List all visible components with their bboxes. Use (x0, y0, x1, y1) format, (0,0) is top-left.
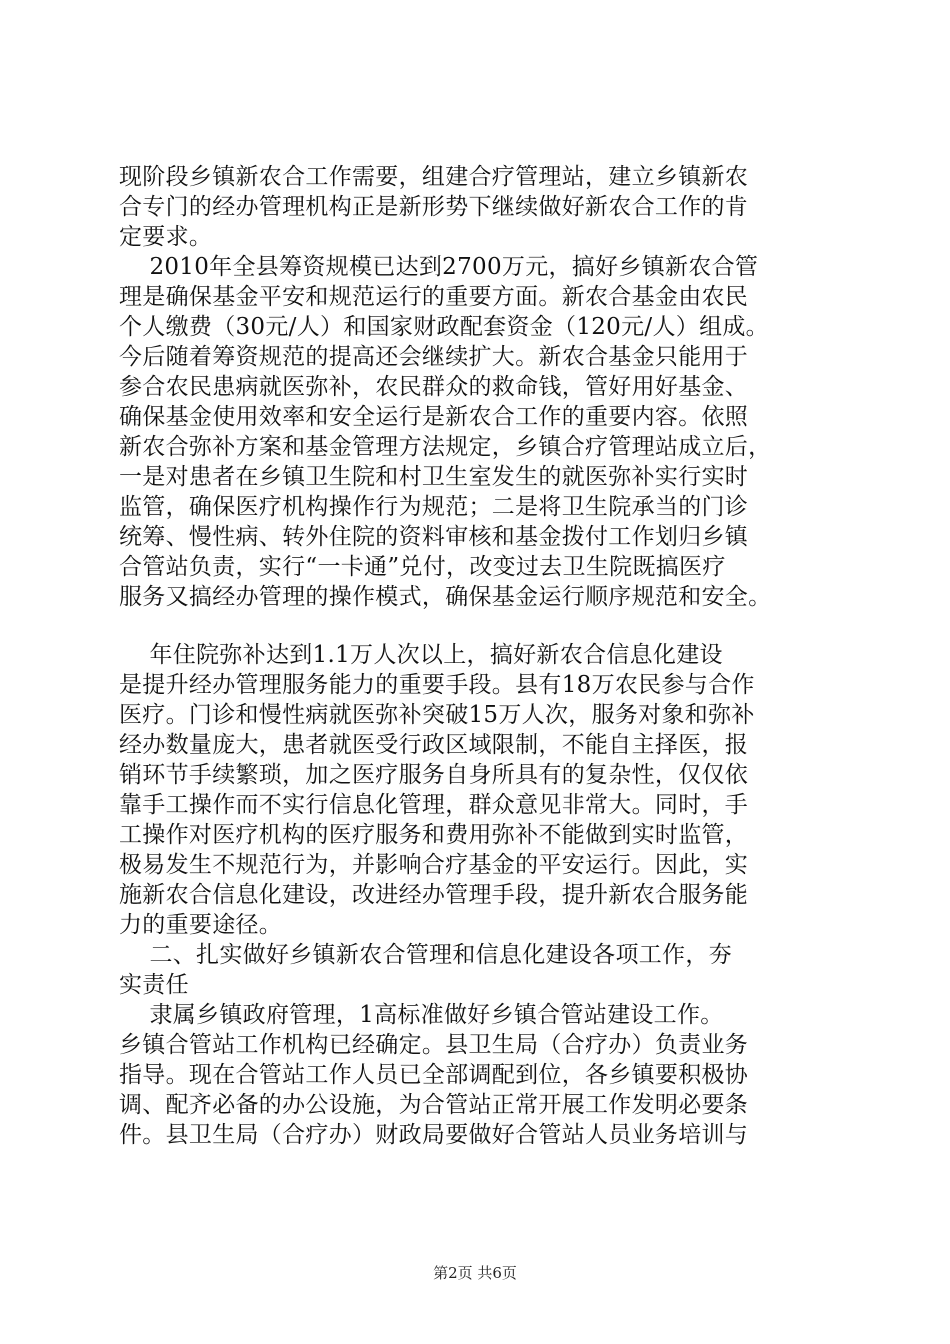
text-line: 施新农合信息化建设，改进经办管理手段，提升新农合服务能 (119, 882, 749, 908)
text-line: 个人缴费（30元/人）和国家财政配套资金（120元/人）组成。 (119, 314, 769, 340)
text-line: 统筹、慢性病、转外住院的资料审核和基金拨付工作划归乡镇 (119, 524, 749, 550)
text-line: 年住院弥补达到1.1万人次以上，搞好新农合信息化建设 (119, 642, 723, 668)
page-number-footer: 第2页 共6页 (433, 1264, 517, 1282)
text-line: 医疗。门诊和慢性病就医弥补突破15万人次，服务对象和弥补 (119, 702, 755, 728)
text-line: 监管，确保医疗机构操作行为规范；二是将卫生院承当的门诊 (119, 494, 749, 520)
paragraph (119, 1000, 843, 1150)
text-line: 参合农民患病就医弥补，农民群众的救命钱，管好用好基金、 (119, 374, 749, 400)
text-line: 指导。现在合管站工作人员已全部调配到位，各乡镇要积极协 (119, 1062, 749, 1088)
text-line: 力的重要途径。 (119, 912, 283, 938)
text-line: 经办数量庞大，患者就医受行政区域限制，不能自主择医，报 (119, 732, 749, 758)
text-line: 靠手工操作而不实行信息化管理，群众意见非常大。同时，手 (119, 792, 749, 818)
text-line: 一是对患者在乡镇卫生院和村卫生室发生的就医弥补实行实时 (119, 464, 749, 490)
text-line: 乡镇合管站工作机构已经确定。县卫生局（合疗办）负责业务 (119, 1032, 749, 1058)
text-line: 确保基金使用效率和安全运行是新农合工作的重要内容。依照 (119, 404, 749, 430)
text-line: 现阶段乡镇新农合工作需要，组建合疗管理站，建立乡镇新农 (119, 164, 749, 190)
text-line: 合管站负责，实行“一卡通”兑付，改变过去卫生院既搞医疗 (119, 554, 726, 580)
text-line: 是提升经办管理服务能力的重要手段。县有18万农民参与合作 (119, 672, 755, 698)
text-line: 新农合弥补方案和基金管理方法规定，乡镇合疗管理站成立后， (119, 434, 772, 460)
text-line: 二、扎实做好乡镇新农合管理和信息化建设各项工作，夯 (119, 942, 732, 968)
text-line: 理是确保基金平安和规范运行的重要方面。新农合基金由农民 (119, 284, 749, 310)
document-body (119, 162, 843, 1150)
text-line: 件。县卫生局（合疗办）财政局要做好合管站人员业务培训与 (119, 1122, 749, 1148)
text-line: 实责任 (119, 972, 189, 998)
paragraph (119, 162, 843, 252)
text-line: 隶属乡镇政府管理，1高标准做好乡镇合管站建设工作。 (119, 1002, 724, 1028)
text-line: 调、配齐必备的办公设施，为合管站正常开展工作发明必要条 (119, 1092, 749, 1118)
text-line: 极易发生不规范行为，并影响合疗基金的平安运行。因此，实 (119, 852, 749, 878)
section-heading (119, 940, 843, 1000)
paragraph-gap (119, 612, 843, 640)
text-line: 服务又搞经办管理的操作模式，确保基金运行顺序规范和安全。 (119, 584, 772, 610)
paragraph (119, 640, 843, 940)
text-line: 定要求。 (119, 224, 213, 250)
paragraph (119, 252, 843, 612)
text-line: 销环节手续繁琐，加之医疗服务自身所具有的复杂性，仅仅依 (119, 762, 749, 788)
text-line: 工操作对医疗机构的医疗服务和费用弥补不能做到实时监管， (119, 822, 749, 848)
text-line: 2010年全县筹资规模已达到2700万元，搞好乡镇新农合管 (119, 254, 759, 280)
text-line: 合专门的经办管理机构正是新形势下继续做好新农合工作的肯 (119, 194, 749, 220)
text-line: 今后随着筹资规范的提高还会继续扩大。新农合基金只能用于 (119, 344, 749, 370)
